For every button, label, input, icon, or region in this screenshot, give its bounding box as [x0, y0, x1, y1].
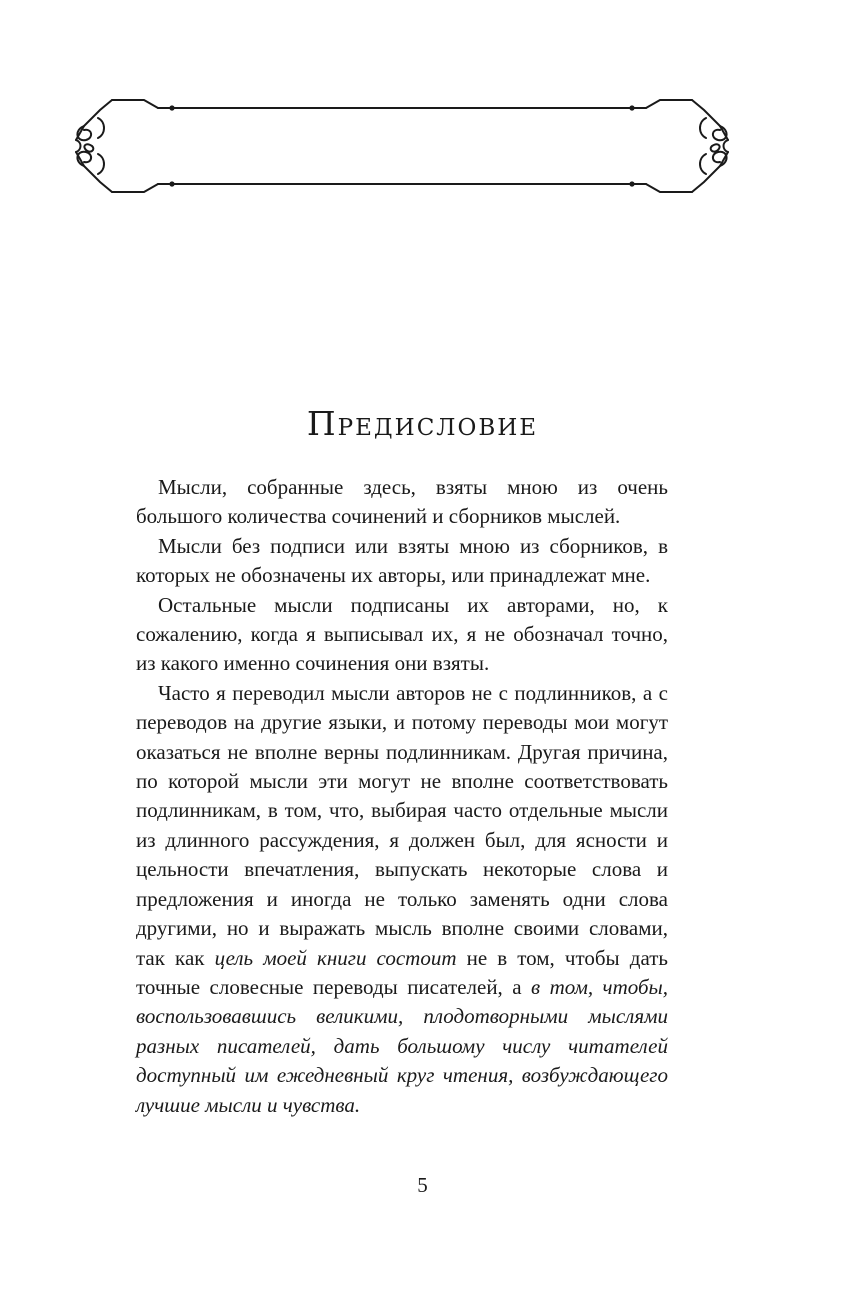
- preface-text: [136, 473, 668, 1120]
- page-title: Предисловие: [306, 404, 539, 443]
- decorative-frame-ornament: [72, 96, 732, 196]
- paragraph-text: Часто я переводил мысли авторов не с подлинников, а с переводов на другие языки, и потому переводы мои могут оказаться не вполне верны подлинникам. Другая причина, по которой мысли эти могут не вполне соответствовать подлинникам, в том, что, выбирая часто отдельные мысли из длинного рассуждения, я должен был, для ясности и цельности впечатления, выпускать некоторые слова и предложения и иногда не только заменять одни слова другими, но и выражать мысль вполне своими словами, так как: [136, 680, 668, 970]
- paragraph-text: не в том, чтобы дать точные словесные переводы писателей, а: [136, 945, 668, 999]
- paragraph: Мысли без подписи или взяты мною из сборников, в которых не обозначены их авторы, или принадлежат мне.: [136, 533, 668, 588]
- paragraph: [136, 679, 668, 1120]
- page-number: 5: [417, 1173, 428, 1197]
- paragraph: Мысли, собранные здесь, взяты мною из очень большого количества сочинений и сборников мыслей.: [136, 475, 668, 529]
- italic-phrase: цель моей книги состоит: [214, 945, 457, 970]
- paragraph: Остальные мысли подписаны их авторами, но, к сожалению, когда я выписывал их, я не обозначал точно, из какого именно сочинения они взяты.: [136, 592, 668, 676]
- italic-passage: в том, чтобы, воспользовавшись великими, плодотворными мыслями разных писателей, дать большому числу читателей доступный им ежедневный круг чтения, возбуждающего лучшие мысли и чувства.: [136, 974, 668, 1117]
